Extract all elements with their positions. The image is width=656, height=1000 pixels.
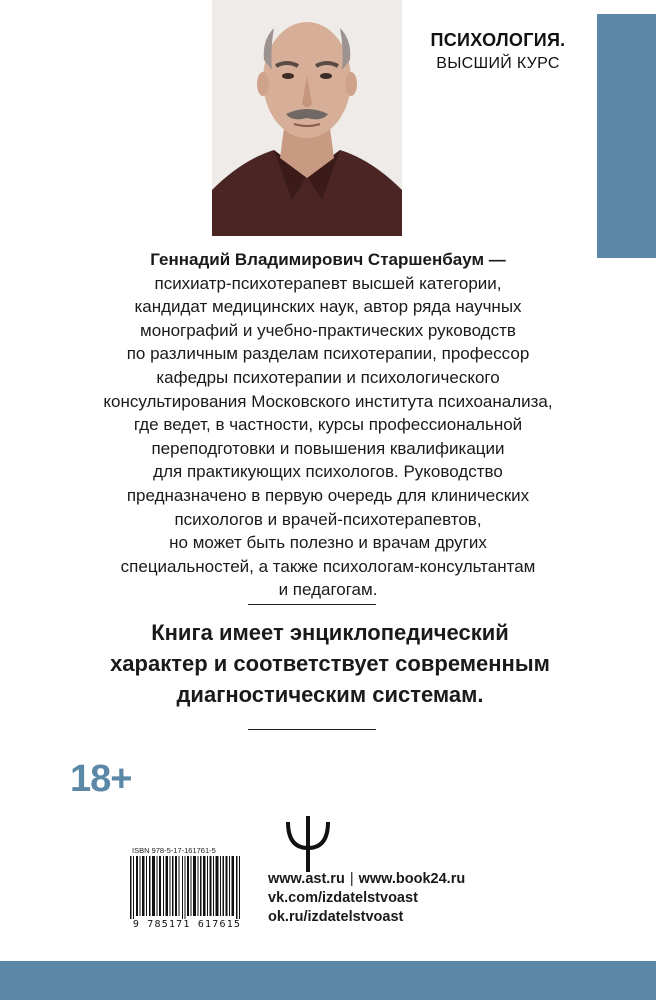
age-rating-badge: 18+ [70, 758, 132, 800]
bio-line: психологов и врачей-психотерапевтов, [174, 509, 482, 529]
side-accent-stripe [597, 14, 656, 258]
publisher-links [268, 870, 465, 927]
bio-line: кафедры психотерапии и психологического [156, 367, 500, 387]
bio-line: психиатр-психотерапевт высшей категории, [154, 273, 502, 293]
tagline-line: характер и соответствует современным [110, 651, 550, 676]
series-subtitle: ВЫСШИЙ КУРС [436, 55, 560, 72]
tagline-line: диагностическим системам. [176, 682, 484, 707]
author-bio [100, 248, 556, 602]
divider-top [248, 604, 376, 605]
bio-line: для практикующих психологов. Руководство [153, 462, 503, 482]
isbn-label: ISBN 978-5-17-161761-5 [132, 846, 216, 855]
link-vk[interactable]: vk.com/izdatelstvoast [268, 890, 418, 906]
bio-line: по различным разделам психотерапии, профессор [126, 344, 530, 364]
bio-line: где ведет, в частности, курсы профессиональной [133, 415, 523, 435]
barcode-digits: 9 785171 617615 [128, 919, 246, 930]
link-book24[interactable]: www.book24.ru [358, 871, 466, 887]
bio-line: и педагогам. [278, 580, 378, 600]
bio-line: консультирования Московского института психоанализа, [103, 391, 553, 411]
bio-line: предназначено в первую очередь для клинических [126, 485, 530, 505]
series-title-block [418, 30, 578, 73]
link-separator: | [349, 871, 354, 887]
bio-line: монографий и учебно-практических руководств [140, 320, 516, 340]
psi-icon [282, 814, 334, 874]
author-photo [212, 0, 402, 236]
author-name: Геннадий Владимирович Старшенбаум — [150, 250, 506, 269]
link-ast[interactable]: www.ast.ru [268, 871, 345, 887]
bio-line: специальностей, а также психологам-консультантам [120, 556, 536, 576]
bio-line: но может быть полезно и врачам других [169, 533, 487, 553]
divider-bottom [248, 729, 376, 730]
tagline-line: Книга имеет энциклопедический [151, 620, 509, 645]
series-title: ПСИХОЛОГИЯ. [430, 30, 566, 50]
author-portrait [212, 0, 402, 236]
bio-line: кандидат медицинских наук, автор ряда научных [134, 297, 522, 317]
link-ok[interactable]: ok.ru/izdatelstvoast [268, 909, 404, 925]
barcode [128, 856, 246, 926]
tagline [60, 617, 600, 710]
bio-line: переподготовки и повышения квалификации [151, 438, 505, 458]
bottom-accent-band [0, 961, 656, 1000]
